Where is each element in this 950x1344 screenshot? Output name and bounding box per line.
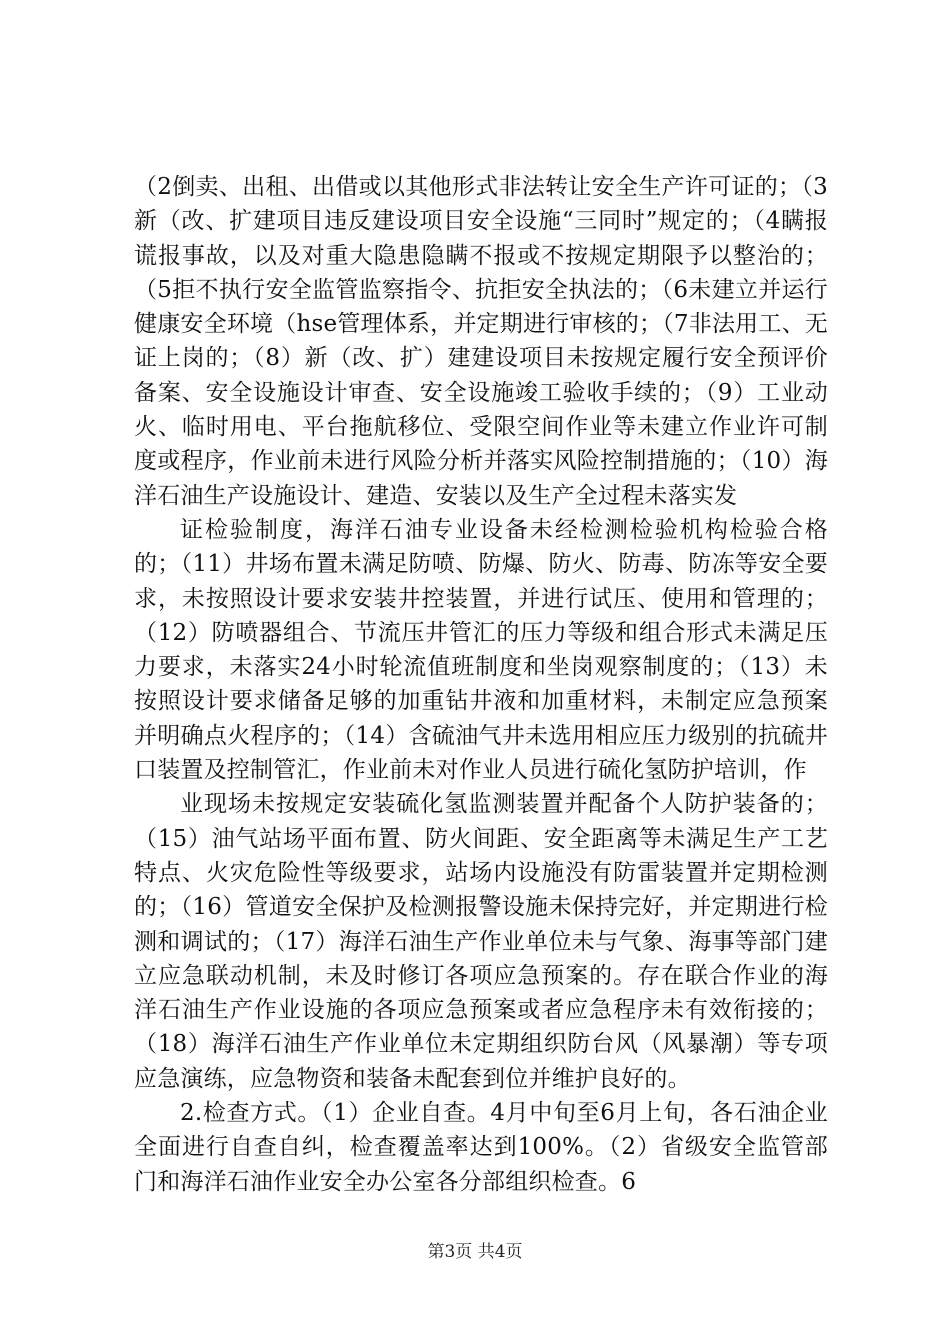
paragraph-3: 业现场未按规定安装硫化氢监测装置并配备个人防护装备的；（15）油气站场平面布置、防火间距、安全距离等未满足生产工艺特点、火灾危险性等级要求，站场内设施没有防雷装置并定期检测的；（16）管道安全保护及检测报警设施未保持完好，并定期进行检测和调试的；（17）海洋石油生产作业单位未与气象、海事等部门建立应急联动机制，未及时修订各项应急预案的。存在联合作业的海洋石油生产作业设施的各项应急预案或者应急程序未有效衔接的；（18）海洋石油生产作业单位未定期组织防台风（风暴潮）等专项应急演练，应急物资和装备未配套到位并维护良好的。 (134, 791, 828, 1092)
paragraph-2: 证检验制度，海洋石油专业设备未经检测检验机构检验合格的；（11）井场布置未满足防喷、防爆、防火、防毒、防冻等安全要求，未按照设计要求安装井控装置，并进行试压、使用和管理的；（12）防喷器组合、节流压井管汇的压力等级和组合形式未满足压力要求，未落实24小时轮流值班制度和坐岗观察制度的；（13）未按照设计要求储备足够的加重钻井液和加重材料，未制定应急预案并明确点火程序的；（14）含硫油气井未选用相应压力级别的抗硫井口装置及控制管汇，作业前未对作业人员进行硫化氢防护培训，作 (134, 516, 828, 784)
paragraph-1: （2倒卖、出租、出借或以其他形式非法转让安全生产许可证的；（3新（改、扩建项目违反建设项目安全设施“三同时”规定的；（4瞒报谎报事故，以及对重大隐患隐瞒不报或不按规定期限予以整治的；（5拒不执行安全监管监察指令、抗拒安全执法的；（6未建立并运行健康安全环境（hse管理体系，并定期进行审核的；（7非法用工、无证上岗的；（8）新（改、扩）建建设项目未按规定履行安全预评价备案、安全设施设计审查、安全设施竣工验收手续的；（9）工业动火、临时用电、平台拖航移位、受限空间作业等未建立作业许可制度或程序，作业前未进行风险分析并落实风险控制措施的；（10）海洋石油生产设施设计、建造、安装以及生产全过程未落实发 (134, 174, 828, 509)
page-number-footer: 第3页 共4页 (427, 1242, 523, 1262)
document-body (134, 170, 828, 1199)
paragraph-4: 2.检查方式。（1）企业自查。4月中旬至6月上旬，各石油企业全面进行自查自纠，检查覆盖率达到100%。（2）省级安全监管部门和海洋石油作业安全办公室各分部组织检查。6 (134, 1100, 828, 1195)
